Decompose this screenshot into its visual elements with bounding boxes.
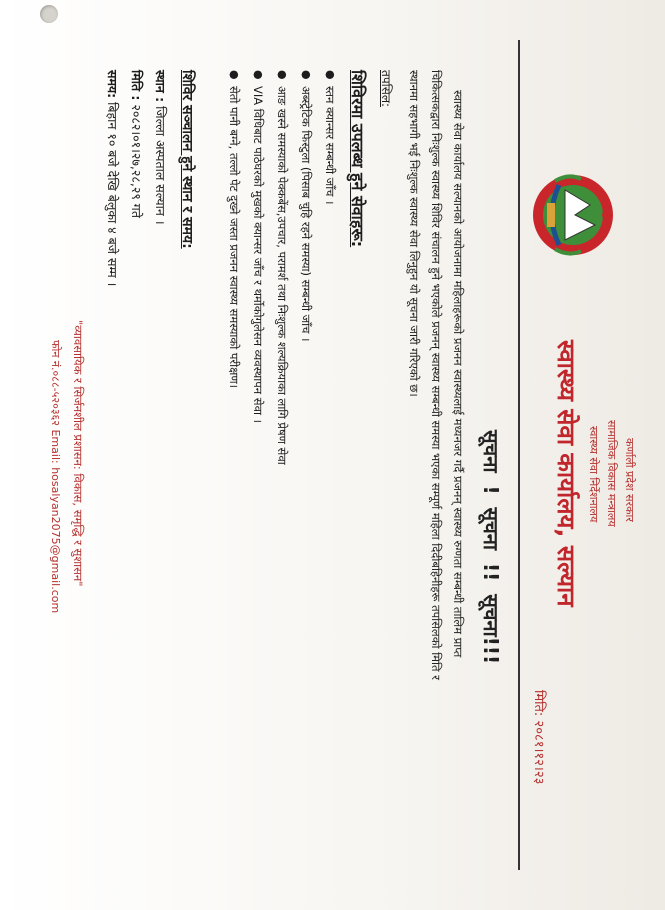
service-item: ● सेतो पानी बग्ने, तल्लो पेट दुख्ने जस्ता प्रजनन स्वास्थ्य समस्याको परीक्षण।: [226, 86, 241, 388]
office-title: स्वास्थ्य सेवा कार्यालय, सल्यान: [552, 340, 580, 607]
issue-date: मिति: २०८१।१२।२३: [531, 690, 546, 785]
camp-time-label: समय:: [105, 70, 120, 99]
government-emblem-icon: [525, 165, 625, 265]
service-item: ● VIA विधिबाट पाठेघरको मुखको क्यान्सर जाँच र थर्मोकोगुलेसन व्यवस्थापन सेवा ।: [250, 86, 265, 423]
intro-line-1: स्वास्थ्य सेवा कार्यालय सल्यानको आयोजनामा महिलाहरूको प्रजनन स्वास्थ्यलाई मध्यनजर गर्दै प्रजनन् स्वास्थ्य रुग्णता सम्बन्धी तालिम प्राप्त: [451, 90, 465, 658]
notice-title: सूचना ! सूचना !! सूचना!!!: [479, 430, 503, 665]
camp-date: [128, 70, 145, 218]
service-item: ● स्तन क्यान्सर सम्बन्धी जाँच ।: [322, 86, 337, 205]
details-label: तपसिल:: [379, 70, 393, 108]
camp-place-value: जिल्ला अस्पताल सल्यान ।: [153, 102, 168, 225]
camp-date-label: मिति :: [129, 70, 144, 101]
header-ministry: सामाजिक विकास मन्त्रालय: [605, 420, 618, 527]
intro-line-3: स्थानमा सहभागी भई निःशुल्क स्वास्थ्य सेवा लिनुहुन यो सूचना जारी गरिएको छ।: [407, 70, 421, 397]
camp-date-value: २०८२।०१।२७,२८,२९ गते: [129, 100, 144, 218]
service-item: ● अब्स्ट्रेटिक फिस्टुला (पिसाब चुहि रहने समस्या) सम्बन्धी जाँच ।: [298, 86, 313, 341]
office-slogan: "व्यावसायिक र सिर्जनशील प्रशासन: विकास, समृद्धि र सुशासन": [71, 320, 85, 587]
header-directorate: स्वास्थ्य सेवा निर्देशनालय: [587, 426, 600, 523]
camp-time-value: बिहान १० बजे देखि बेलुका ४ बजे सम्म ।: [105, 98, 120, 287]
camp-time: [104, 70, 121, 286]
camp-place-label: स्थान :: [153, 70, 168, 103]
contact-info: फोन नं.०८८-५२०३६२ Email: hosalyan2075@gmail.com: [49, 340, 62, 614]
intro-line-2: चिकित्सकद्वारा निःशुल्क स्वास्थ्य शिविर संचालन हुने भएकोले प्रजनन् स्वास्थ्य सम्बन्धी समस्या भएका सम्पूर्ण महिला दिदीबहिनीहरू तपसिलको मिति र: [429, 70, 443, 680]
services-heading: शिविरमा उपलब्ध हुने सेवाहरू:: [348, 70, 367, 248]
camp-heading: शिविर सञ्चालन हुने स्थान र समय:: [179, 70, 195, 249]
service-item: ● आङ खस्ने समस्याको पेक्कबेंस,उपचार, परामर्श तथा निःशुल्क शल्यक्रियाका लागि प्रेषण सेवा: [274, 86, 289, 465]
header-government: कर्णाली प्रदेश सरकार: [623, 438, 636, 522]
camp-place: [152, 70, 169, 225]
header-divider: [518, 40, 520, 870]
